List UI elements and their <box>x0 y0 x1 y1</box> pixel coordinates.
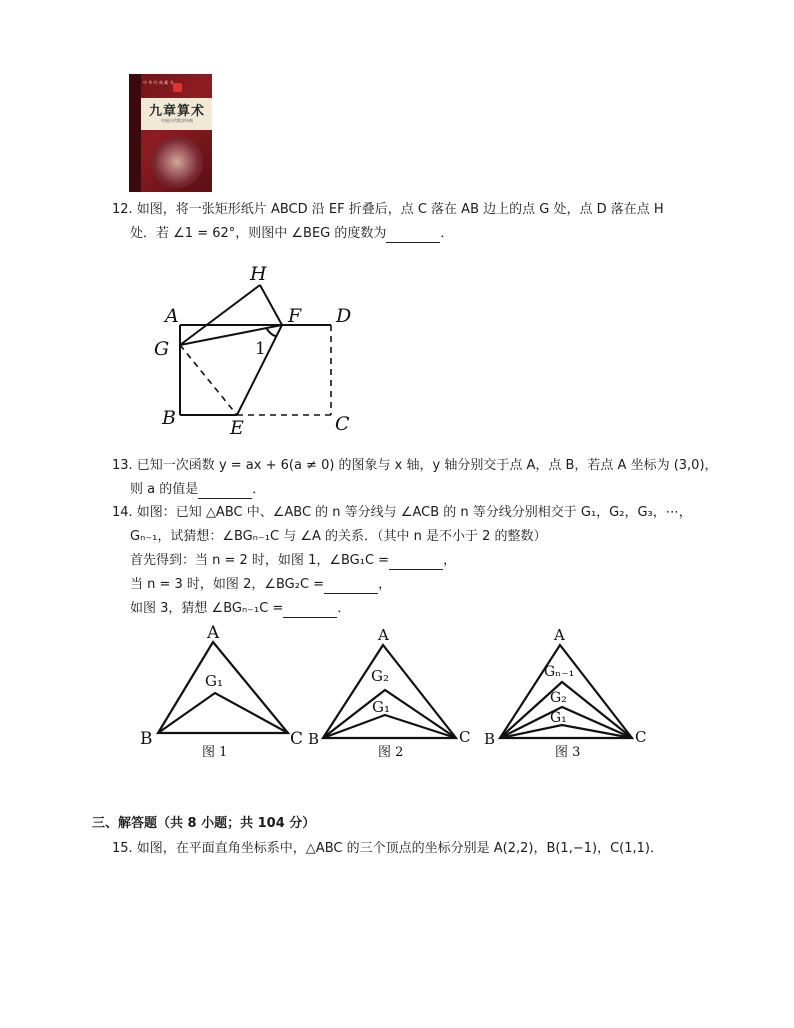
q12-line1: 12. 如图，将一张矩形纸片 ABCD 沿 EF 折叠后，点 C 落在 AB 边上的点 G 处，点 D 落在点 H <box>112 202 664 217</box>
q13-line2-text: 则 a 的值是 <box>130 482 199 497</box>
book-spine <box>129 74 141 192</box>
fig1-label-c: C <box>290 729 304 749</box>
q14-line3-end: ， <box>443 553 457 568</box>
q15-line1: 15. 如图，在平面直角坐标系中，△ABC 的三个顶点的坐标分别是 A(2,2)，B(1,−1)，C(1,1)． <box>112 841 663 856</box>
q14-line5 <box>130 600 350 618</box>
fig2-g1-lines <box>323 715 456 738</box>
q14-fig1 <box>140 623 303 760</box>
q14-line5-end: ． <box>337 601 351 616</box>
fig1-label-b: B <box>140 729 153 749</box>
book-seal <box>173 83 182 92</box>
q14-line5-text: 如图 3，猜想 ∠BGₙ₋₁C = <box>130 601 284 616</box>
fig2-label-c: C <box>459 728 471 746</box>
q14-line4-text: 当 n = 3 时，如图 2，∠BG₂C = <box>130 577 325 592</box>
fig3-label-b: B <box>484 730 496 748</box>
fig2-caption: 图 2 <box>378 745 404 760</box>
q12-angle-arc <box>266 328 276 336</box>
q12-label-h: H <box>250 263 267 285</box>
fig2-label-a: A <box>378 626 389 644</box>
q13-line1: 13. 已知一次函数 y = ax + 6(a ≠ 0) 的图象与 x 轴，y 轴分别交于点 A，点 B，若点 A 坐标为 (3,0)， <box>112 458 718 473</box>
fig3-label-a: A <box>554 626 565 644</box>
fig3-label-g2: G₂ <box>550 690 567 706</box>
fig2-label-g2: G₂ <box>371 667 389 685</box>
q12-figure <box>150 258 370 438</box>
book-subtitle: 中国古代数学经典 <box>161 118 193 123</box>
q13-line2 <box>130 481 265 499</box>
fig3-label-c: C <box>635 728 647 746</box>
book-cover-image <box>129 74 212 192</box>
fig3-label-gn1: Gₙ₋₁ <box>544 664 575 680</box>
book-rose-pattern <box>151 136 203 188</box>
q12-line2 <box>130 225 453 243</box>
q13-line2-end: ． <box>252 482 266 497</box>
book-title: 九章算术 <box>148 104 205 119</box>
q14-line3-text: 首先得到：当 n = 2 时，如图 1，∠BG₁C = <box>130 553 390 568</box>
fig3-label-g1: G₁ <box>550 710 567 726</box>
q12-angle-label: 1 <box>255 339 266 359</box>
q14-fig3 <box>484 626 646 760</box>
q12-line2-end: ． <box>440 226 454 241</box>
q12-label-b: B <box>162 407 176 429</box>
q12-label-f: F <box>288 305 302 327</box>
q12-dashed-ge <box>180 345 237 415</box>
q14-line4-end: ， <box>378 577 392 592</box>
fig1-label-g1: G₁ <box>205 672 223 690</box>
q12-answer-blank <box>386 228 440 243</box>
fig1-label-a: A <box>207 623 220 643</box>
q14-blank-1 <box>389 555 443 570</box>
q14-line1: 14. 如图：已知 △ABC 中、∠ABC 的 n 等分线与 ∠ACB 的 n 等分线分别相交于 G₁，G₂，G₃，⋯， <box>112 505 692 520</box>
q14-fig2 <box>308 626 470 760</box>
q14-line4 <box>130 576 391 594</box>
q12-label-c: C <box>335 413 350 435</box>
fig2-label-g1: G₁ <box>372 698 390 716</box>
q12-segment-gh <box>180 285 260 345</box>
book-tag: 中 华 经 典 藏 书 <box>143 80 174 85</box>
fig3-caption: 图 3 <box>555 745 581 760</box>
q12-label-g: G <box>154 338 170 360</box>
q14-line2: Gₙ₋₁，试猜想：∠BGₙ₋₁C 与 ∠A 的关系．（其中 n 是不小于 2 的整数） <box>130 529 547 544</box>
fig2-label-b: B <box>308 730 320 748</box>
q14-blank-2 <box>324 579 378 594</box>
q13-answer-blank <box>198 484 252 499</box>
q14-figures <box>130 620 670 770</box>
fig1-caption: 图 1 <box>202 745 228 760</box>
section3-heading: 三、解答题（共 8 小题；共 104 分） <box>92 816 316 831</box>
q12-label-d: D <box>336 305 352 327</box>
q12-label-a: A <box>165 305 179 327</box>
q12-label-e: E <box>230 417 244 438</box>
q12-segment-hf <box>260 285 282 325</box>
q14-blank-3 <box>283 603 337 618</box>
q14-line3 <box>130 552 456 570</box>
q12-line2-text: 处．若 ∠1 = 62°，则图中 ∠BEG 的度数为 <box>130 226 387 241</box>
